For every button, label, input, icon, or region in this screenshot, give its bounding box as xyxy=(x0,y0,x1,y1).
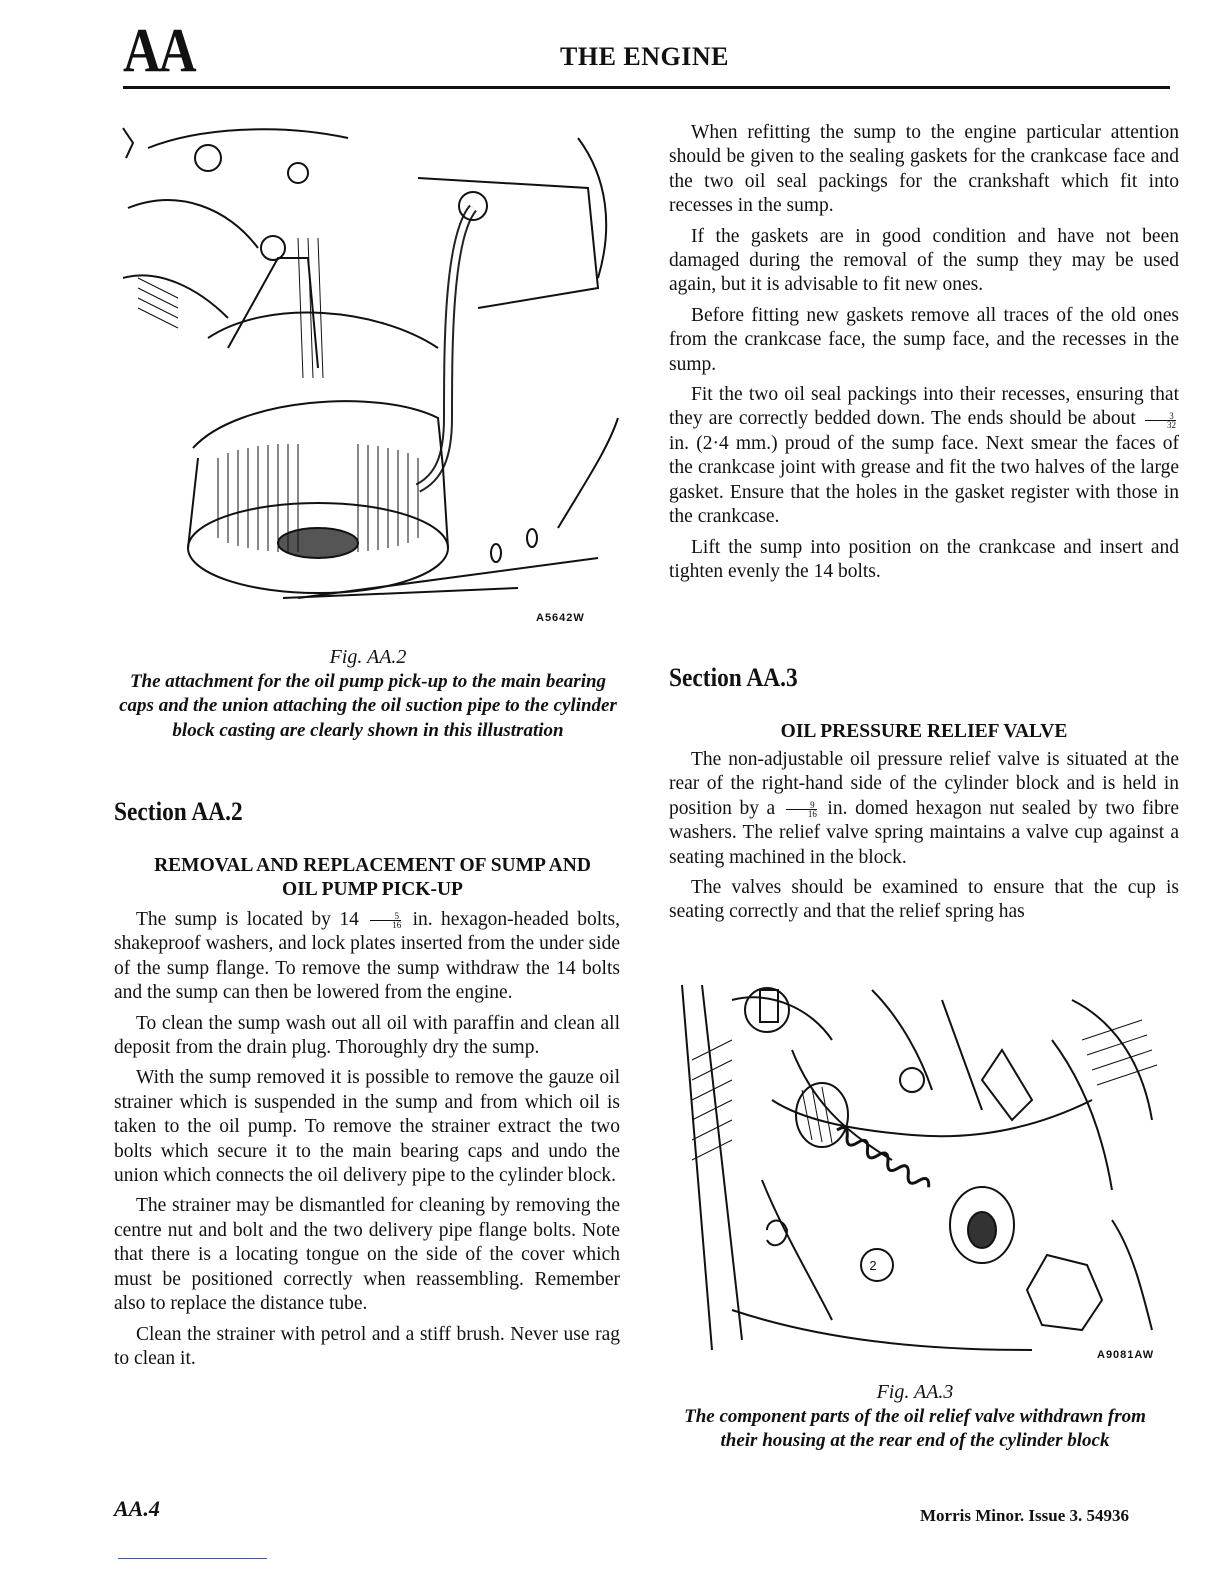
figure-caption: The component parts of the oil relief valve withdrawn from their housing at the rear end of the cylinder block xyxy=(684,1405,1146,1452)
section-aa3-body xyxy=(669,748,1179,931)
paragraph: With the sump removed it is possible to remove the gauze oil strainer which is suspended in the sump and from which oil is taken to the oil pump. To remove the strainer extract the two bolts which secure it to the main bearing caps and undo the union which connects the oil delivery pipe to the cylinder block. xyxy=(114,1067,620,1187)
fraction-denominator: 16 xyxy=(807,808,817,819)
paragraph: Lift the sump into position on the crankcase and insert and tighten evenly the 14 bolts. xyxy=(669,536,1179,582)
section-code: AA xyxy=(123,17,195,85)
paragraph: When refitting the sump to the engine particular attention should be given to the sealing gaskets for the crankcase face and the two oil seal packings for the crankshaft which fit into recesses in the sump. xyxy=(669,122,1179,217)
paragraph: The strainer may be dismantled for cleaning by removing the centre nut and bolt and the two delivery pipe flange bolts. Note that there is a locating tongue on the side of the cover which must be positioned correctly when reassembling. Remember also to replace the distance tube. xyxy=(114,1195,620,1315)
paragraph-text: in. domed hexagon nut sealed by two fibre washers. The relief valve spring maintains a valve cup against a seating machined in the block. xyxy=(669,797,1180,868)
paragraph-text: Fit the two oil seal packings into their recesses, ensuring that they are correctly bedded down. The ends should be about xyxy=(669,384,1179,430)
paragraph xyxy=(669,383,1179,529)
section-aa2-subheading: REMOVAL AND REPLACEMENT OF SUMP AND OIL PUMP PICK-UP xyxy=(154,855,591,900)
paragraph-text: in. hexagon-headed bolts, shakeproof washers, and lock plates inserted from the under side of the sump flange. To remove the sump withdraw the 14 bolts and the sump can then be lowered from the engine. xyxy=(114,909,620,1004)
callout-number: 2 xyxy=(869,1258,877,1273)
publication-reference: Morris Minor. Issue 3. 54936 xyxy=(920,1506,1130,1525)
sump-refit-body xyxy=(669,121,1179,590)
section-aa2-body xyxy=(114,908,620,1377)
paragraph xyxy=(114,908,620,1006)
paragraph-text: in. (2·4 mm.) proud of the sump face. Next smear the faces of the crankcase joint with grease and fit the two halves of the large gasket. Ensure that the holes in the gasket register with those in the crankcase. xyxy=(669,432,1179,528)
paragraph: Clean the strainer with petrol and a stiff brush. Never use rag to clean it. xyxy=(114,1323,620,1369)
fraction xyxy=(1145,412,1176,429)
paragraph xyxy=(669,748,1179,870)
fraction-denominator: 16 xyxy=(392,920,402,931)
figure-label: Fig. AA.3 xyxy=(876,1381,954,1403)
paragraph: To clean the sump wash out all oil with paraffin and clean all deposit from the drain plug. Thoroughly dry the sump. xyxy=(114,1012,620,1059)
fraction-numerator: 3 xyxy=(1145,412,1176,421)
fraction-numerator: 5 xyxy=(370,912,401,921)
oil-pump-pickup-illustration xyxy=(118,118,628,626)
fraction-numerator: 9 xyxy=(786,801,817,810)
figure-ref-code: A9081AW xyxy=(1097,1349,1155,1361)
relief-valve-illustration xyxy=(672,980,1172,1375)
paragraph: If the gaskets are in good condition and have not been damaged during the removal of the sump they may be used again, but it is advisable to fit new ones. xyxy=(669,225,1179,296)
figure-ref-code: A5642W xyxy=(536,612,585,624)
figure-aa2-caption-block xyxy=(118,645,618,743)
paragraph-text: The sump is located by 14 xyxy=(136,909,359,930)
fraction xyxy=(786,801,817,818)
figure-aa3-caption-block xyxy=(675,1380,1155,1454)
figure-caption: The attachment for the oil pump pick-up to the main bearing caps and the union attaching the oil suction pipe to the cylinder block casting are clearly shown in this illustration xyxy=(119,670,617,741)
figure-label: Fig. AA.2 xyxy=(329,646,407,668)
section-aa3-heading: Section AA.3 xyxy=(669,663,798,692)
footer-divider xyxy=(118,1558,267,1559)
header-rule xyxy=(123,86,1170,89)
page-number: AA.4 xyxy=(114,1496,160,1521)
section-aa2-heading: Section AA.2 xyxy=(114,797,243,826)
paragraph: The valves should be examined to ensure that the cup is seating correctly and that the relief spring has xyxy=(669,877,1179,923)
paragraph-text: The non-adjustable oil pressure relief valve is situated at the rear of the right-hand side of the cylinder block and is held in position by a xyxy=(669,749,1179,819)
page-title: THE ENGINE xyxy=(560,42,729,71)
fraction xyxy=(370,912,401,929)
fraction-denominator: 32 xyxy=(1167,419,1177,430)
section-aa3-subheading: OIL PRESSURE RELIEF VALVE xyxy=(780,721,1068,742)
paragraph: Before fitting new gaskets remove all traces of the old ones from the crankcase face, the sump face, and the recesses in the sump. xyxy=(669,304,1179,375)
